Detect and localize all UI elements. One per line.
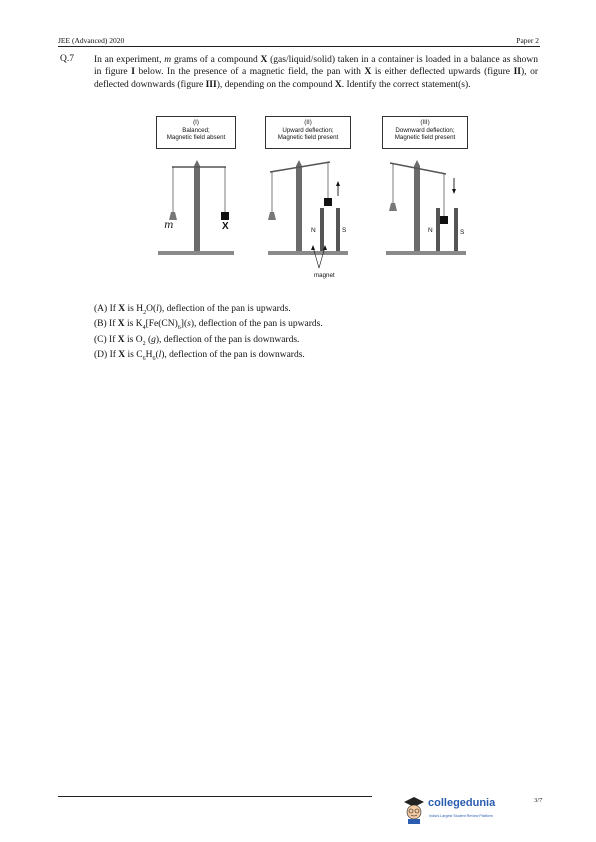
compound-x-label: X: [222, 221, 229, 232]
figure-2-caption: (II) Upward deflection; Magnetic field present: [265, 116, 351, 149]
figure-1-caption: (I) Balanced; Magnetic field absent: [156, 116, 236, 149]
figure-1-balance: [150, 158, 242, 262]
graduate-mascot-icon: [402, 795, 426, 825]
brand-name: collegedunia: [428, 797, 496, 809]
footer-divider: [58, 796, 372, 797]
brand-tagline: India's Largest Student Review Platform: [429, 814, 493, 818]
mass-label: m: [164, 220, 174, 231]
question-number: Q.7: [60, 54, 74, 64]
magnet-label: magnet: [314, 272, 335, 279]
option-b[interactable]: (B) If X is $K_4[Fe(CN)_6](s)$, deflection of the pan is upwards.: [94, 319, 323, 332]
magnet-south-label: S: [342, 227, 347, 234]
figure-3-caption: (III) Downward deflection; Magnetic field present: [382, 116, 468, 149]
paper-label: Paper 2: [516, 36, 539, 45]
magnet-north-label: N: [311, 227, 316, 234]
option-a[interactable]: (A) If X is $H_2O(l)$, deflection of the pan is upwards.: [94, 304, 291, 316]
figure-3-balance: [378, 158, 478, 262]
option-d[interactable]: (D) If X is $C_6H_6(l)$, deflection of the pan is downwards.: [94, 350, 305, 363]
exam-title: JEE (Advanced) 2020: [58, 36, 125, 45]
option-c[interactable]: (C) If X is $O_2$ (g), deflection of the pan is downwards.: [94, 334, 300, 347]
collegedunia-logo[interactable]: [402, 793, 520, 827]
question-text: In an experiment, m grams of a compound X (gas/liquid/solid) taken in a container is loaded in a balance as shown in figure I below. In the presence of a magnetic field, the pan with X is either deflected upwards (figure II), or deflected downwards (figure III), depending on the compound X. Identify the correct statement(s).: [94, 55, 538, 90]
magnet-south-label: S: [460, 229, 465, 236]
magnet-arrows: [300, 244, 340, 272]
header-divider: [58, 46, 540, 47]
answer-options: [94, 304, 323, 366]
magnet-north-label: N: [428, 227, 433, 234]
page-number: 3/7: [534, 797, 543, 804]
